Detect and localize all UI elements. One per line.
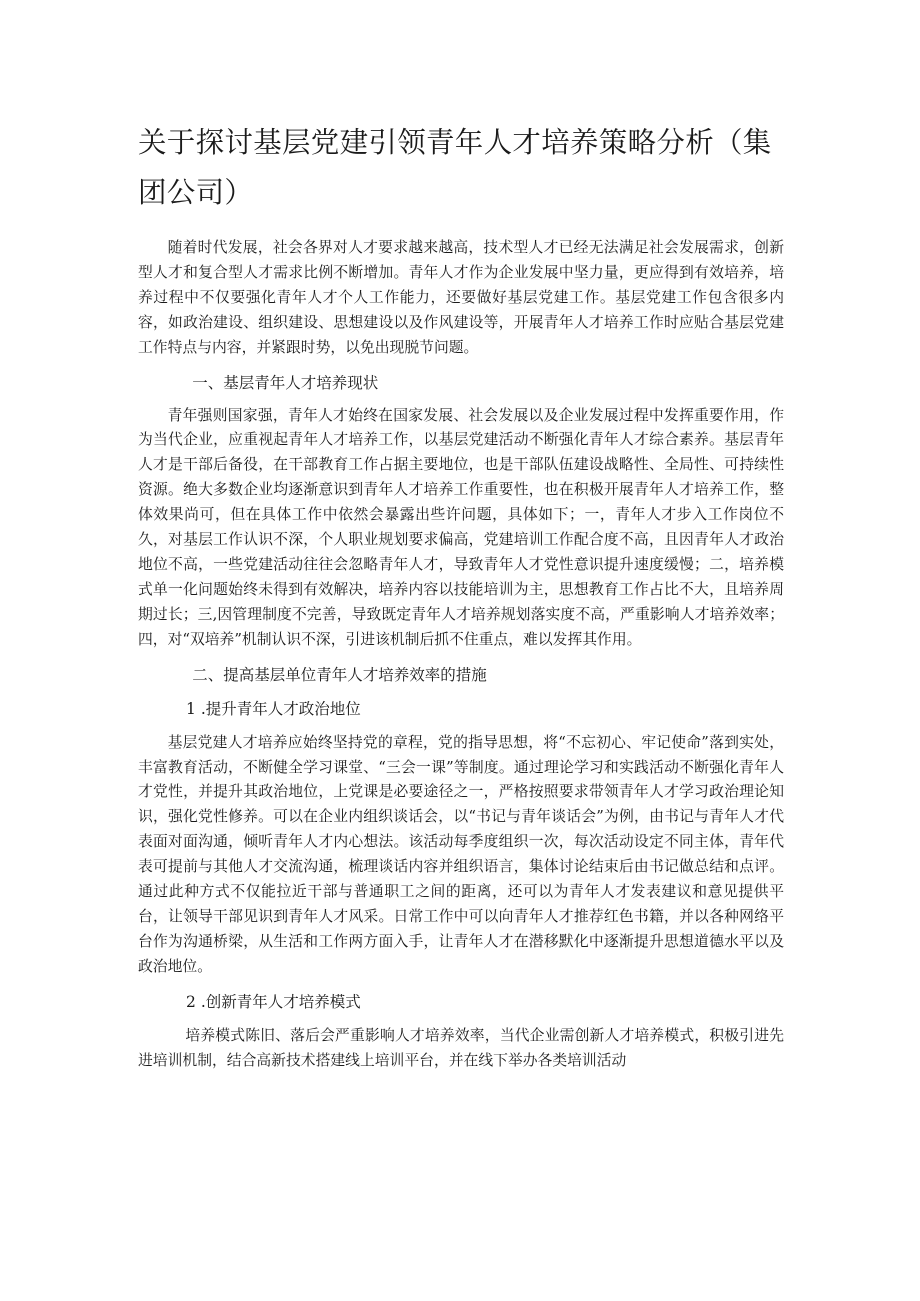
document-title: 关于探讨基层党建引领青年人才培养策略分析（集团公司） xyxy=(138,126,772,209)
subsection-1-heading: 1 .提升青年人才政治地位 xyxy=(186,699,361,718)
subsection-2-heading: 2 .创新青年人才培养模式 xyxy=(186,992,361,1011)
document-page xyxy=(138,118,784,1073)
section-1-heading: 一、基层青年人才培养现状 xyxy=(192,373,379,392)
section-2-heading: 二、提高基层单位青年人才培养效率的措施 xyxy=(192,665,487,684)
intro-paragraph: 随着时代发展，社会各界对人才要求越来越高，技术型人才已经无法满足社会发展需求，创新型人才和复合型人才需求比例不断增加。青年人才作为企业发展中坚力量，更应得到有效培养，培养过程中不仅要强化青年人才个人工作能力，还要做好基层党建工作。基层党建工作包含很多内容，如政治建设、组织建设、思想建设以及作风建设等，开展青年人才培养工作时应贴合基层党建工作特点与内容，并紧跟时势，以免出现脱节问题。 xyxy=(138,239,784,356)
section-1-paragraph: 青年强则国家强，青年人才始终在国家发展、社会发展以及企业发展过程中发挥重要作用，作为当代企业，应重视起青年人才培养工作，以基层党建活动不断强化青年人才综合素养。基层青年人才是干部后备役，在干部教育工作占据主要地位，也是干部队伍建设战略性、全局性、可持续性资源。绝大多数企业均逐渐意识到青年人才培养工作重要性，也在积极开展青年人才培养工作，整体效果尚可，但在具体工作中依然会暴露出些许问题，具体如下；一，青年人才步入工作岗位不久，对基层工作认识不深，个人职业规划要求偏高，党建培训工作配合度不高，且因青年人才政治地位不高，一些党建活动往往会忽略青年人才，导致青年人才党性意识提升速度缓慢；二，培养模式单一化问题始终未得到有效解决，培养内容以技能培训为主，思想教育工作占比不大，且培养周期过长；三,因管理制度不完善，导致既定青年人才培养规划落实度不高，严重影响人才培养效率；四，对“双培养”机制认识不深，引进该机制后抓不住重点，难以发挥其作用。 xyxy=(138,406,784,648)
subsection-2-paragraph: 培养模式陈旧、落后会严重影响人才培养效率，当代企业需创新人才培养模式，积极引进先进培训机制，结合高新技术搭建线上培训平台，并在线下举办各类培训活动 xyxy=(138,1026,784,1069)
subsection-1-paragraph: 基层党建人才培养应始终坚持党的章程，党的指导思想，将“不忘初心、牢记使命”落到实处，丰富教育活动，不断健全学习课堂、“三会一课”等制度。通过理论学习和实践活动不断强化青年人才党性，并提升其政治地位，上党课是必要途径之一，严格按照要求带领青年人才学习政治理论知识，强化党性修养。可以在企业内组织谈话会，以“书记与青年谈话会”为例，由书记与青年人才代表面对面沟通，倾听青年人才内心想法。该活动每季度组织一次，每次活动设定不同主体，青年代表可提前与其他人才交流沟通，梳理谈话内容并组织语言，集体讨论结束后由书记做总结和点评。通过此种方式不仅能拉近干部与普通职工之间的距离，还可以为青年人才发表建议和意见提供平台，让领导干部见识到青年人才风采。日常工作中可以向青年人才推荐红色书籍，并以各种网络平台作为沟通桥梁，从生活和工作两方面入手，让青年人才在潜移默化中逐渐提升思想道德水平以及政治地位。 xyxy=(138,733,784,975)
